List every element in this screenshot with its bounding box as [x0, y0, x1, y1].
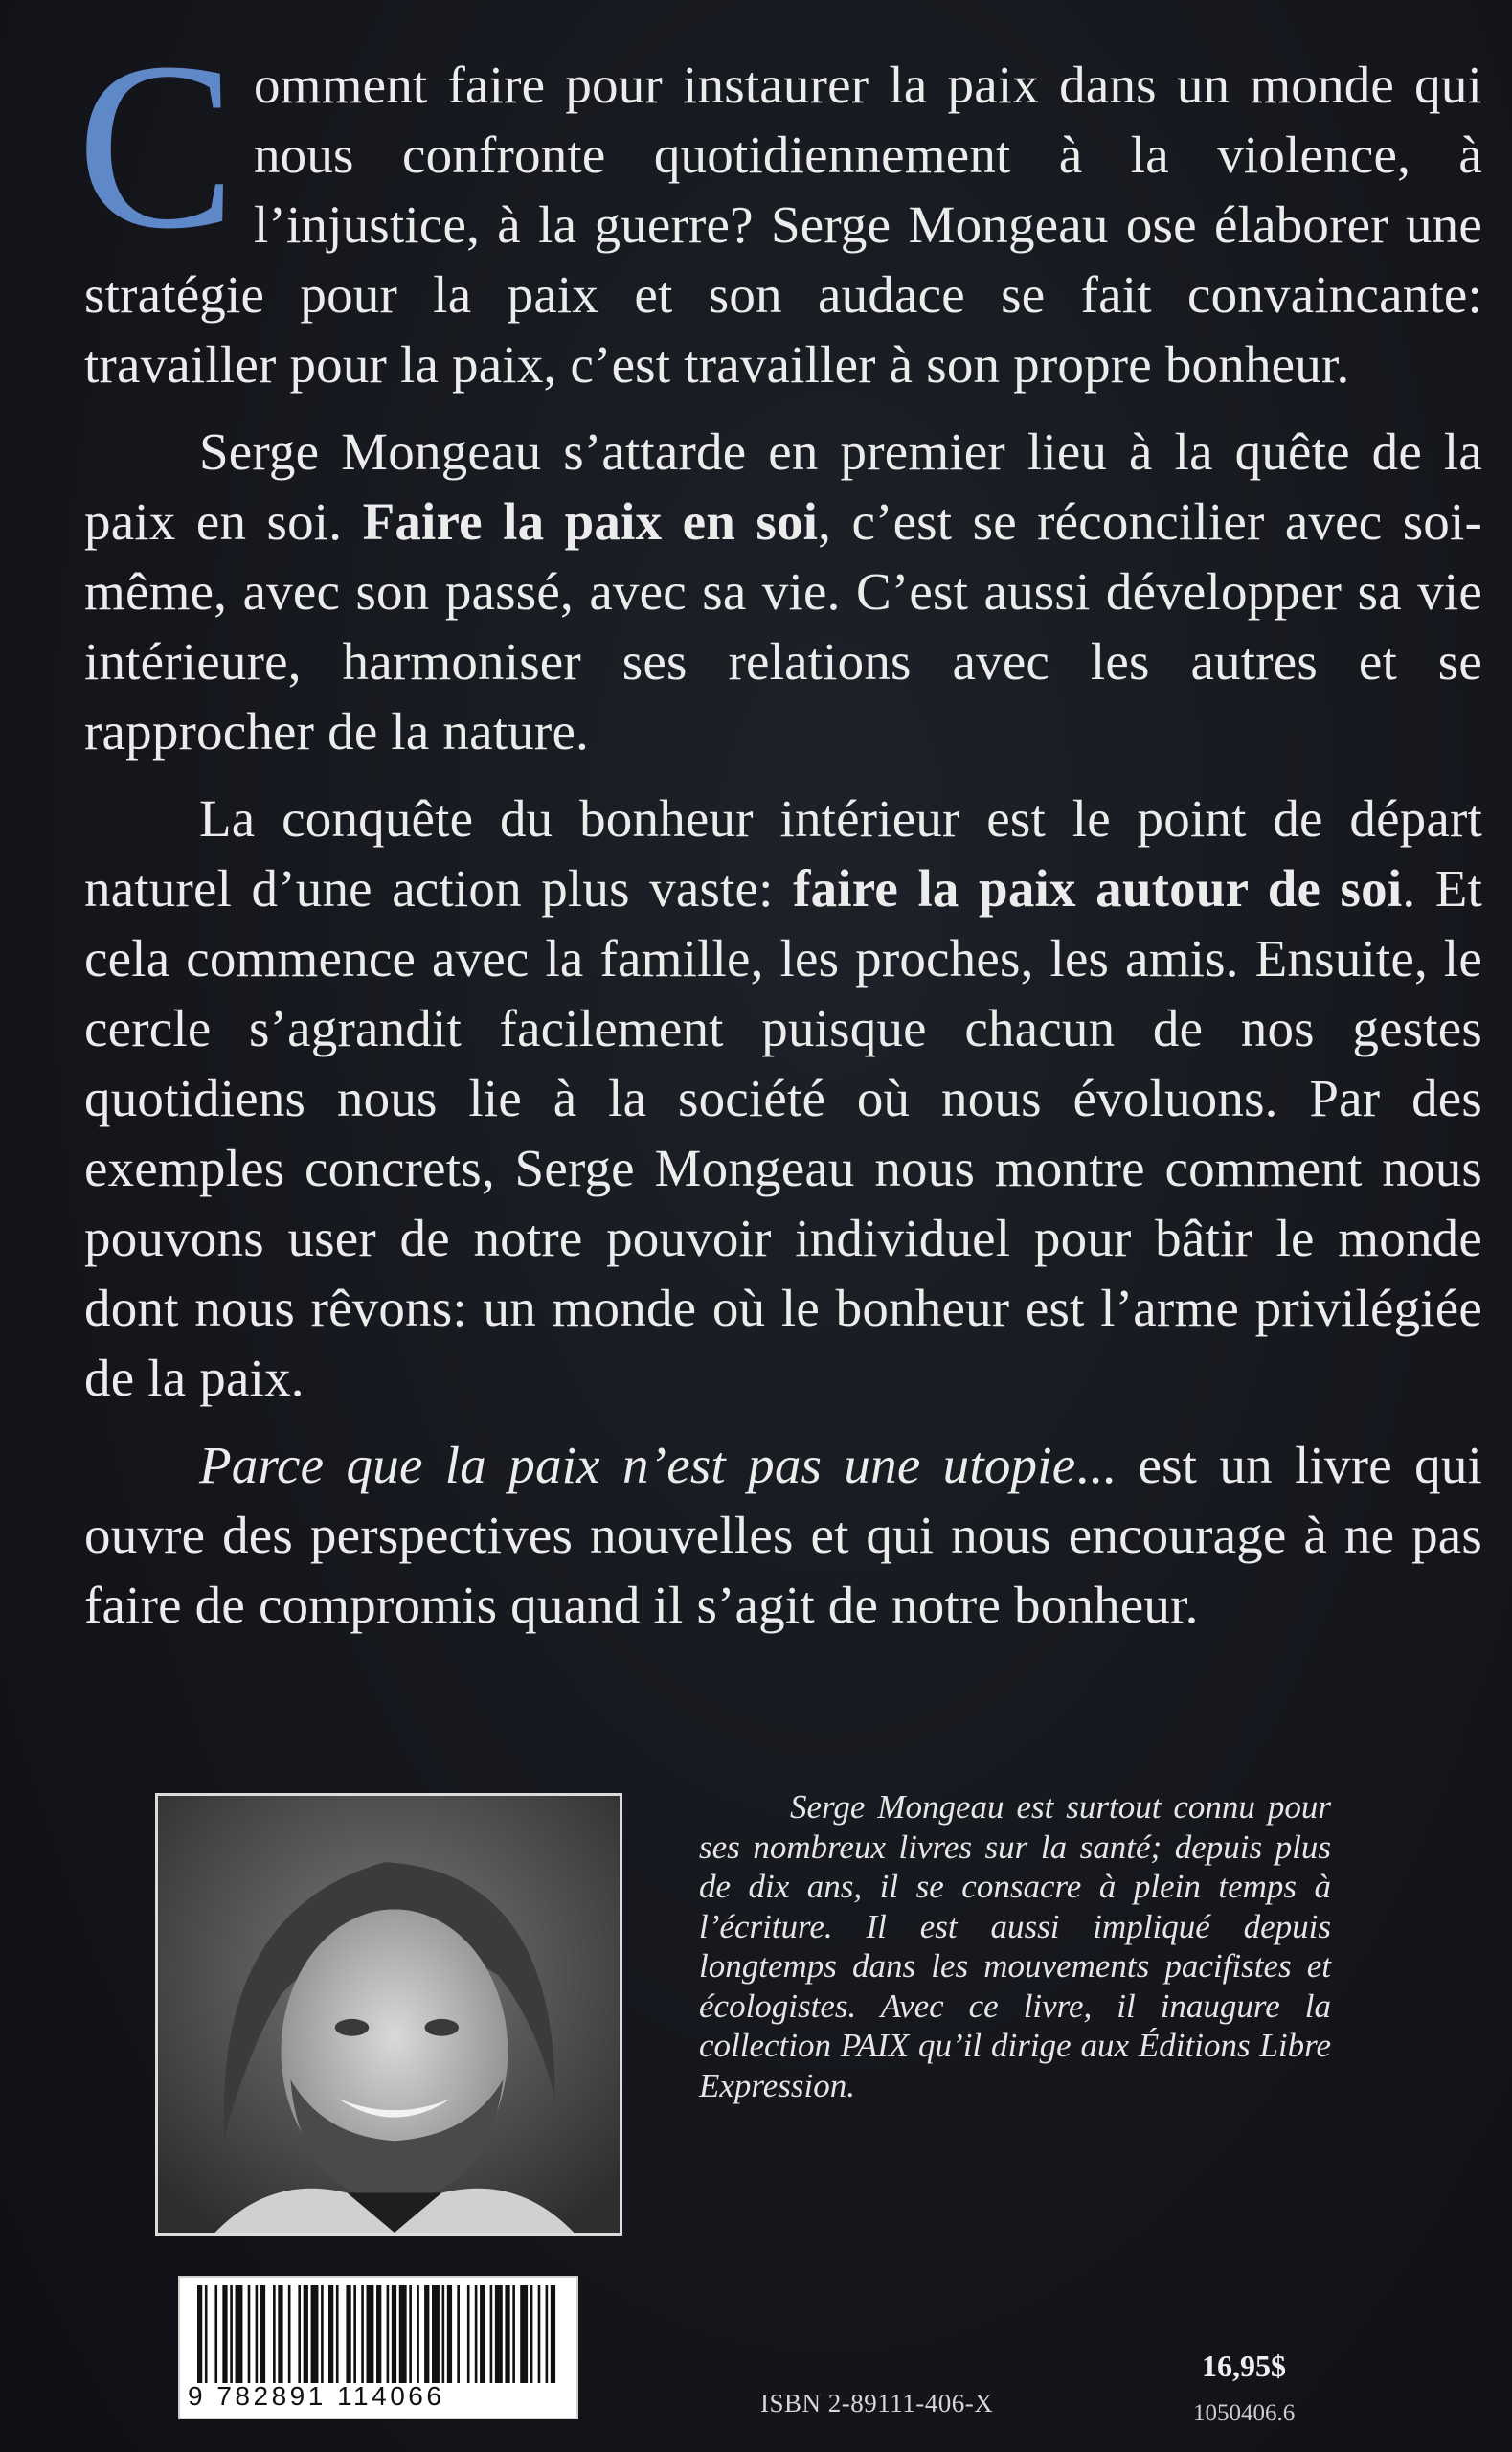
intro-text: omment faire pour instaurer la paix dans un monde qui nous confronte quotidiennement à la violence, à l’injustice, à la guerre? Serge Mongeau ose élaborer une stratégie pour la paix et son audace se fait convaincante: travailler pour la paix, c’est travailler à son propre bonheur. [84, 56, 1482, 394]
paragraph-book-summary [84, 1430, 1482, 1640]
barcode-bar [288, 2285, 291, 2383]
paragraph-text: La conquête du bonheur intérieur est le point de départ naturel d’une action plus vaste: [84, 789, 1482, 918]
barcode-bar [538, 2285, 541, 2383]
barcode-bar [367, 2285, 374, 2383]
barcode-bar [409, 2285, 412, 2383]
emphasis-peace-within: Faire la paix en soi [362, 492, 819, 551]
barcode-bar [490, 2285, 493, 2383]
barcode-bar [346, 2285, 350, 2383]
paragraph-text: Serge Mongeau s’attarde en premier lieu à la quête de la paix en soi. [84, 422, 1482, 551]
barcode-bar [311, 2285, 319, 2383]
barcode-bar [197, 2285, 202, 2383]
barcode-bar [457, 2285, 460, 2383]
barcode-bar [467, 2285, 470, 2383]
paragraph-peace-within [84, 417, 1482, 766]
barcode-bar [376, 2285, 381, 2383]
barcode-bar [505, 2285, 509, 2383]
paragraph-text: ... est un livre qui ouvre des perspectives nouvelles et qui nous encourage à ne pas faire de compromis quand il s’agit de notre bonheur. [84, 1436, 1482, 1634]
barcode-bar [236, 2285, 243, 2383]
barcode-bar [353, 2285, 356, 2383]
barcode-bar [495, 2285, 503, 2383]
book-title-italic: Parce que la paix n’est pas une utopie [199, 1436, 1076, 1494]
barcode-bar [278, 2285, 282, 2383]
barcode-bar [399, 2285, 407, 2383]
isbn: ISBN 2-89111-406-X [760, 2389, 994, 2418]
barcode-bar [551, 2285, 555, 2383]
barcode-bar [256, 2285, 259, 2383]
barcode-bar [442, 2285, 445, 2383]
barcode-bar [336, 2285, 339, 2383]
barcode-number: 9 782891 114066 [188, 2381, 445, 2411]
barcode-bar [205, 2285, 208, 2383]
barcode-bar [417, 2285, 419, 2383]
barcode-bar [248, 2285, 251, 2383]
barcode-bar [304, 2285, 308, 2383]
barcode-bar [214, 2285, 217, 2383]
barcode-bar [432, 2285, 440, 2383]
barcode-bar [475, 2285, 478, 2383]
barcode-bar [447, 2285, 452, 2383]
barcode-bar [328, 2285, 333, 2383]
barcode-bar [361, 2285, 364, 2383]
barcode-bar [480, 2285, 485, 2383]
author-bio: Serge Mongeau est surtout connu pour ses nombreux livres sur la santé; depuis plus de dix ans, il se consacre à plein temps à l’écriture. Il est aussi impliqué depuis longtemps dans les mouvements pacifistes et écologistes. Avec ce livre, il inaugure la collection PAIX qu’il dirige aux Éditions Libre Expression. [699, 1788, 1331, 2104]
product-code: 1050406.6 [1193, 2400, 1296, 2426]
author-portrait-icon [158, 1796, 620, 2233]
barcode-bar [546, 2285, 549, 2383]
barcode-bar [520, 2285, 528, 2383]
blurb [77, 13, 1482, 1657]
price: 16,95$ [1202, 2349, 1286, 2383]
barcode [178, 2276, 578, 2419]
barcode-bar [321, 2285, 324, 2383]
drop-cap: C [77, 13, 237, 279]
barcode-bar [260, 2285, 265, 2383]
barcode-bar [273, 2285, 276, 2383]
paragraph-text: , c’est se réconcilier avec soi-même, avec son passé, avec sa vie. C’est aussi développer sa vie intérieure, harmoniser ses relations avec les autres et se rapprocher de la nature. [84, 492, 1482, 761]
barcode-bar [298, 2285, 301, 2383]
emphasis-peace-around: faire la paix autour de soi [793, 859, 1403, 918]
barcode-bar [387, 2285, 390, 2383]
barcode-bar [222, 2285, 227, 2383]
barcode-bar [512, 2285, 515, 2383]
paragraph-text: . Et cela commence avec la famille, les proches, les amis. Ensuite, le cercle s’agrandit facilement puisque chacun de nos gestes quotidiens nous lie à la société où nous évoluons. Par des exemples concrets, Serge Mongeau nous montre comment nous pouvons user de notre pouvoir individuel pour bâtir le monde dont nous rêvons: un monde où le bonheur est l’arme privilégiée de la paix. [84, 859, 1482, 1407]
paragraph-peace-around [84, 783, 1482, 1413]
barcode-bar [230, 2285, 233, 2383]
barcode-bar [424, 2285, 429, 2383]
barcode-bar [530, 2285, 533, 2383]
barcode-bar [392, 2285, 396, 2383]
intro-paragraph [77, 13, 1482, 399]
author-photo [155, 1793, 622, 2236]
barcode-icon [197, 2285, 563, 2383]
